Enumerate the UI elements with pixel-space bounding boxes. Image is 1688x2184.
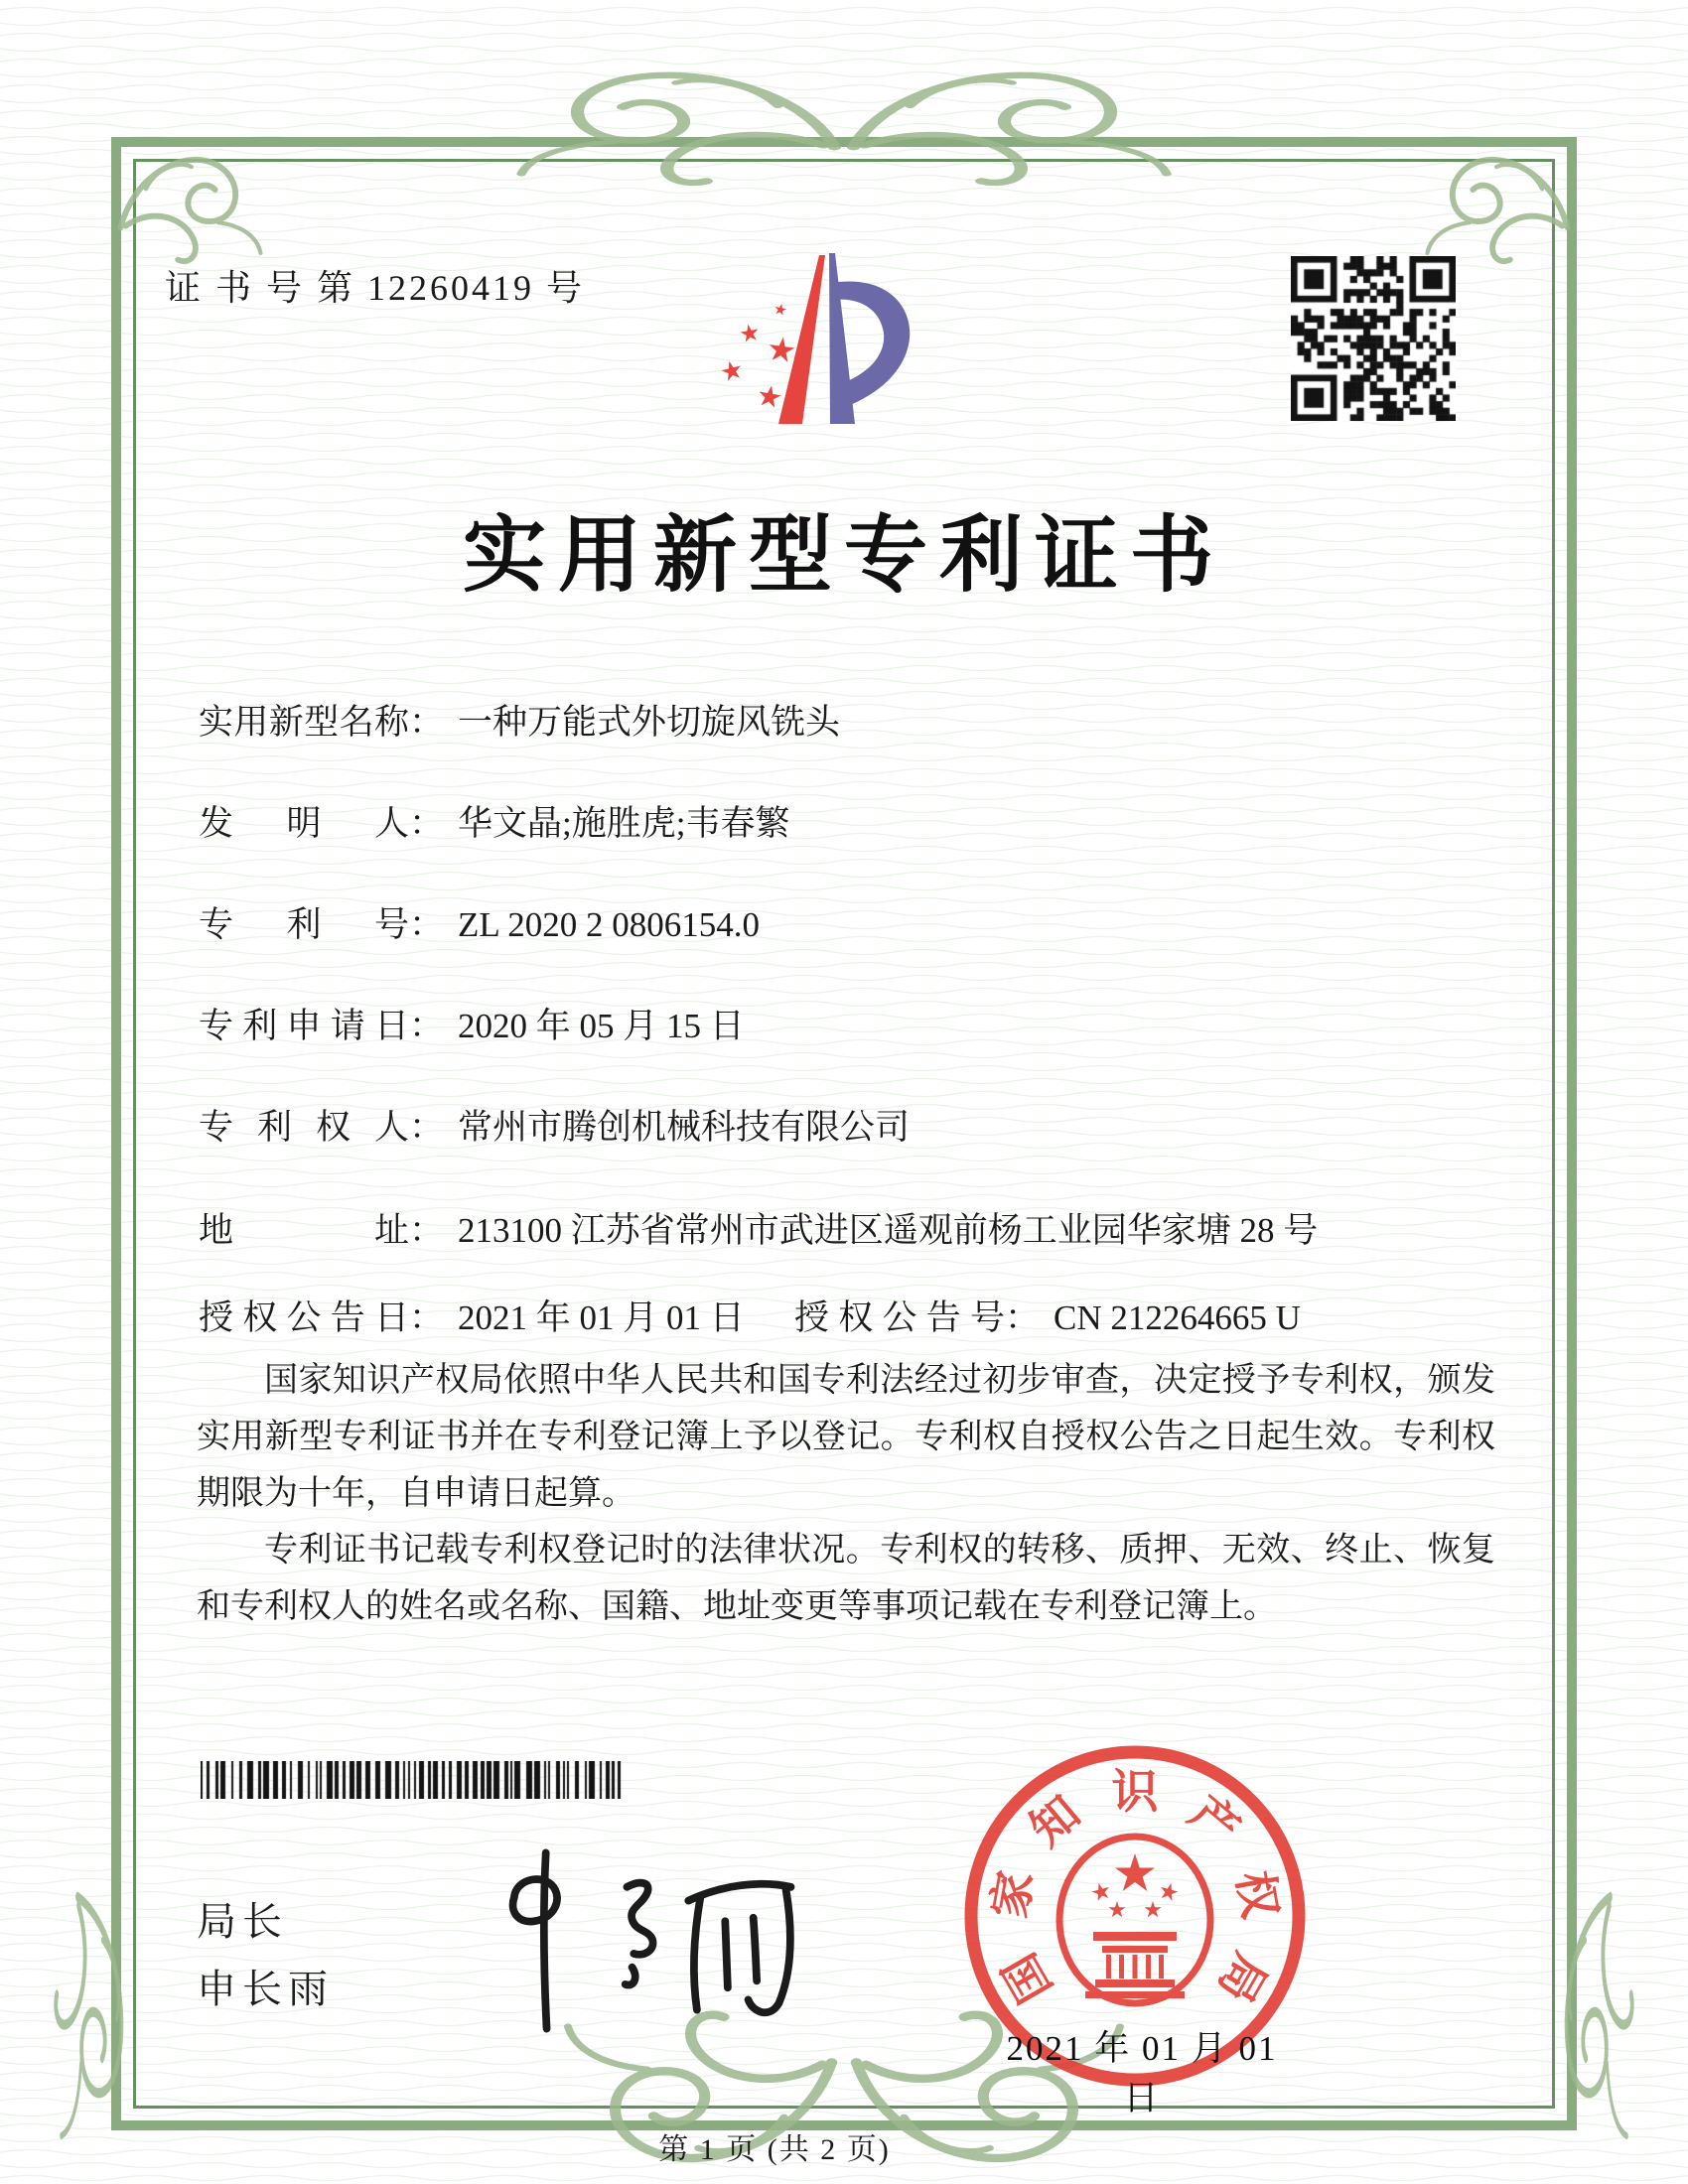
field-row-filing-date: 专 利 申 请 日 ： 2020 年 05 月 15 日 xyxy=(199,999,745,1048)
svg-text:识: 识 xyxy=(1111,1767,1159,1819)
director-name: 申长雨 xyxy=(197,1968,334,2011)
field-label: 地 址 xyxy=(199,1211,409,1250)
field-value: 一种万能式外切旋风铣头 xyxy=(458,703,841,742)
field-row-grant: 授 权 公 告 日 ： 2021 年 01 月 01 日 授 权 公 告 号 ： CN 212264665 U xyxy=(199,1291,745,1340)
certificate-number: 证 书 号 第 12260419 号 xyxy=(165,268,586,308)
field-row-name: 实 用 新 型 名 称 ： 一种万能式外切旋风铣头 xyxy=(199,695,840,745)
svg-text:家: 家 xyxy=(984,1866,1044,1923)
field-value: 2020 年 05 月 15 日 xyxy=(458,1007,745,1045)
grant-date: 2021 年 01 月 01 日 xyxy=(458,1298,745,1337)
director-signature-icon xyxy=(465,1843,806,2039)
field-label: 专 利 号 xyxy=(199,905,409,944)
field-label: 实 用 新 型 名 称 xyxy=(199,703,409,742)
svg-text:知: 知 xyxy=(1021,1786,1091,1857)
field-row-patent-no: 专 利 号 ： ZL 2020 2 0806154.0 xyxy=(199,897,760,947)
field-label: 授 权 公 告 日 xyxy=(199,1298,409,1337)
field-label: 授 权 公 告 号 xyxy=(794,1298,1005,1337)
officer-block xyxy=(197,1888,334,2023)
cnipa-logo-icon xyxy=(690,248,938,437)
field-row-inventor: 发 明 人 ： 华文晶;施胜虎;韦春繁 xyxy=(199,796,789,846)
seal-date: 2021 年 01 月 01 日 xyxy=(1006,2029,1278,2117)
field-value: 华文晶;施胜虎;韦春繁 xyxy=(458,804,790,843)
director-label: 局长 xyxy=(197,1900,288,1944)
svg-text:权: 权 xyxy=(1226,1866,1286,1923)
legal-paragraph-1: 国家知识产权局依照中华人民共和国专利法经过初步审查，决定授予专利权，颁发实用新型专利证书并在专利登记簿上予以登记。专利权自授权公告之日起生效。专利权期限为十年，自申请日起算。 xyxy=(197,1362,1495,1512)
barcode xyxy=(201,1761,622,1799)
field-value: ZL 2020 2 0806154.0 xyxy=(458,905,760,944)
field-row-patentee: 专 利 权 人 ： 常州市腾创机械科技有限公司 xyxy=(199,1100,910,1150)
svg-text:产: 产 xyxy=(1179,1786,1249,1857)
field-label: 专 利 权 人 xyxy=(199,1108,409,1147)
field-value: 213100 江苏省常州市武进区遥观前杨工业园华家塘 28 号 xyxy=(458,1211,1319,1250)
field-value: 常州市腾创机械科技有限公司 xyxy=(458,1108,911,1147)
field-label: 专 利 申 请 日 xyxy=(199,1007,409,1045)
certificate-title: 实用新型专利证书 xyxy=(462,510,1225,603)
legal-paragraph-2: 专利证书记载专利权登记时的法律状况。专利权的转移、质押、无效、终止、恢复和专利权人的姓名或名称、国籍、地址变更等事项记载在专利登记簿上。 xyxy=(197,1532,1495,1625)
svg-text:国: 国 xyxy=(994,1944,1062,2011)
legal-text xyxy=(197,1352,1495,1635)
grant-publication-no: CN 212264665 U xyxy=(1054,1298,1301,1337)
page-number: 第 1 页 (共 2 页) xyxy=(658,2133,891,2166)
national-emblem-icon xyxy=(1059,1837,1210,2003)
svg-text:局: 局 xyxy=(1207,1944,1276,2011)
qr-code xyxy=(1291,256,1456,421)
field-row-address: 地 址 ： 213100 江苏省常州市武进区遥观前杨工业园华家塘 28 号 xyxy=(199,1203,1318,1253)
field-label: 发 明 人 xyxy=(199,804,409,843)
